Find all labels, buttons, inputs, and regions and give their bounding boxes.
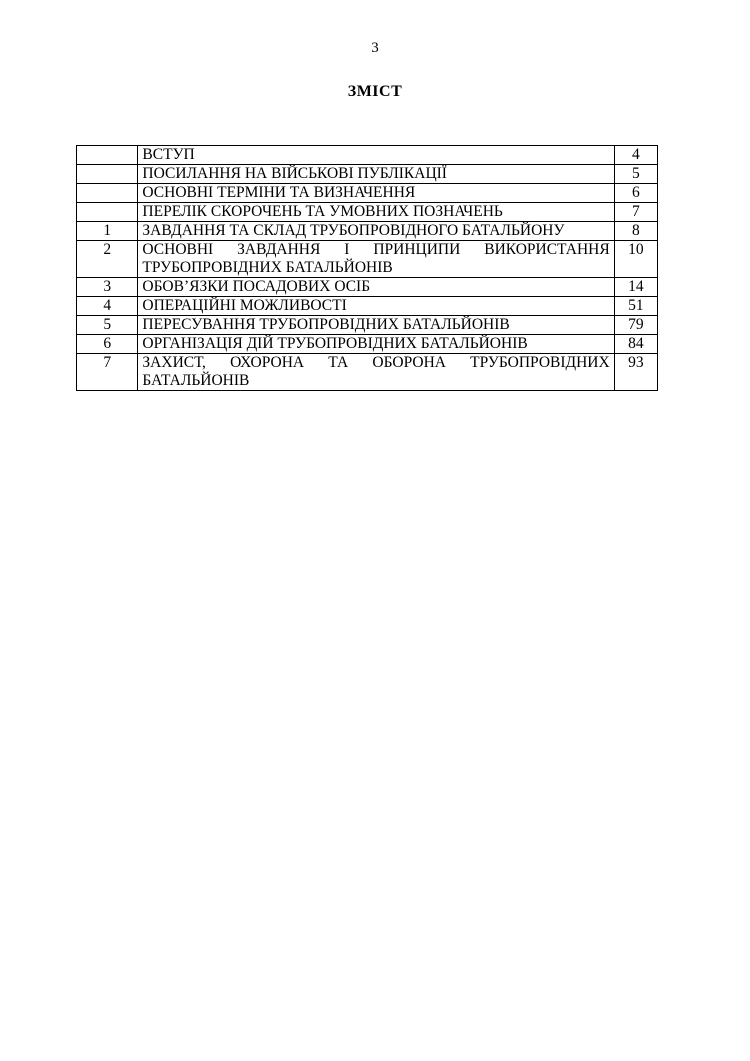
- toc-section-number: 3: [77, 278, 138, 297]
- toc-page-number: 8: [614, 222, 657, 241]
- toc-section-title: ОБОВ’ЯЗКИ ПОСАДОВИХ ОСІБ: [138, 278, 614, 297]
- toc-page-number: 5: [614, 165, 657, 184]
- toc-section-title: ОПЕРАЦІЙНІ МОЖЛИВОСТІ: [138, 297, 614, 316]
- page-title: ЗМІСТ: [347, 83, 403, 100]
- toc-section-title: ВСТУП: [138, 146, 614, 165]
- table-row: [77, 222, 658, 241]
- toc-page-number: 6: [614, 184, 657, 203]
- toc-page-number: 10: [614, 241, 657, 278]
- table-row: [77, 184, 658, 203]
- toc-section-number: [77, 146, 138, 165]
- table-row: [77, 354, 658, 391]
- toc-page-number: 14: [614, 278, 657, 297]
- toc-section-number: [77, 203, 138, 222]
- toc-section-number: 2: [77, 241, 138, 278]
- toc-section-number: 5: [77, 316, 138, 335]
- table-row: [77, 203, 658, 222]
- table-row: [77, 146, 658, 165]
- toc-page-number: 4: [614, 146, 657, 165]
- toc-page-number: 7: [614, 203, 657, 222]
- table-row: [77, 278, 658, 297]
- toc-page-number: 79: [614, 316, 657, 335]
- table-row: [77, 165, 658, 184]
- toc-section-title: ЗАВДАННЯ ТА СКЛАД ТРУБОПРОВІДНОГО БАТАЛЬЙОНУ: [138, 222, 614, 241]
- table-of-contents: [76, 145, 658, 391]
- toc-section-title: ПЕРЕЛІК СКОРОЧЕНЬ ТА УМОВНИХ ПОЗНАЧЕНЬ: [138, 203, 614, 222]
- toc-section-title: ОРГАНІЗАЦІЯ ДІЙ ТРУБОПРОВІДНИХ БАТАЛЬЙОНІВ: [138, 335, 614, 354]
- toc-section-title: ОСНОВНІ ЗАВДАННЯ І ПРИНЦИПИ ВИКОРИСТАННЯ ТРУБОПРОВІДНИХ БАТАЛЬЙОНІВ: [138, 241, 614, 278]
- toc-page-number: 84: [614, 335, 657, 354]
- toc-section-number: 1: [77, 222, 138, 241]
- toc-section-number: 6: [77, 335, 138, 354]
- toc-section-number: 4: [77, 297, 138, 316]
- toc-section-title: ОСНОВНІ ТЕРМІНИ ТА ВИЗНАЧЕННЯ: [138, 184, 614, 203]
- toc-section-number: 7: [77, 354, 138, 391]
- toc-page-number: 93: [614, 354, 657, 391]
- toc-section-title: ПЕРЕСУВАННЯ ТРУБОПРОВІДНИХ БАТАЛЬЙОНІВ: [138, 316, 614, 335]
- table-row: [77, 316, 658, 335]
- table-row: [77, 241, 658, 278]
- toc-section-number: [77, 165, 138, 184]
- toc-section-title: ПОСИЛАННЯ НА ВІЙСЬКОВІ ПУБЛІКАЦІЇ: [138, 165, 614, 184]
- table-row: [77, 335, 658, 354]
- table-row: [77, 297, 658, 316]
- toc-section-number: [77, 184, 138, 203]
- toc-section-title: ЗАХИСТ, ОХОРОНА ТА ОБОРОНА ТРУБОПРОВІДНИХ БАТАЛЬЙОНІВ: [138, 354, 614, 391]
- toc-page-number: 51: [614, 297, 657, 316]
- page-number: 3: [371, 40, 379, 56]
